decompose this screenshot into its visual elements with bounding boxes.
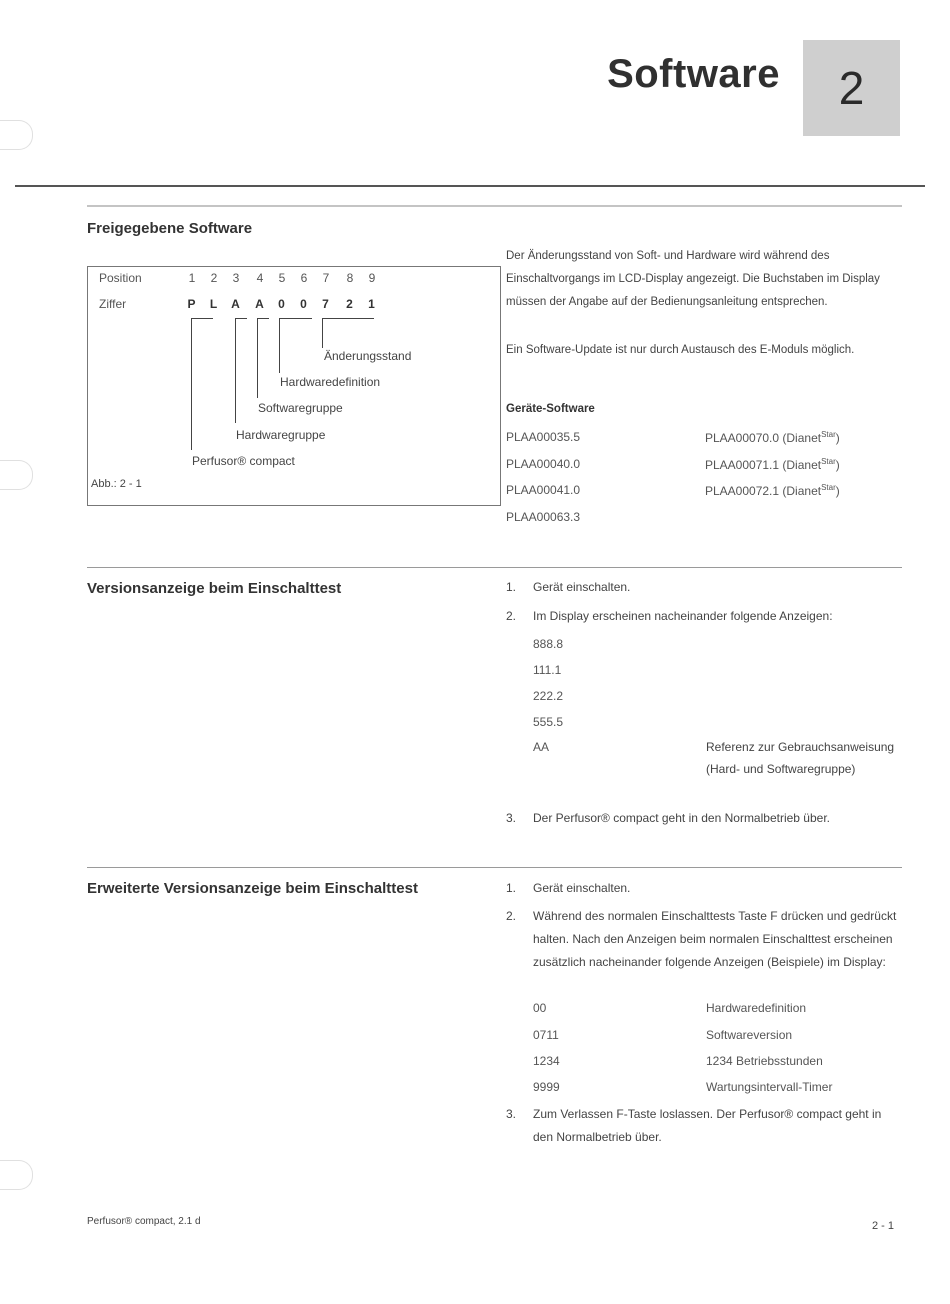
step-text: Gerät einschalten. — [533, 580, 631, 594]
figure-position-label: Position — [99, 271, 142, 285]
display-code: 9999 — [533, 1080, 560, 1094]
section-heading: Freigegebene Software — [87, 220, 253, 237]
software-code-dianet — [705, 483, 840, 498]
step-number: 3. — [506, 811, 517, 825]
section-rule — [87, 205, 902, 207]
display-code: 1234 — [533, 1054, 560, 1068]
closing-paren: ) — [835, 484, 840, 498]
figure-caption: Abb.: 2 - 1 — [91, 478, 142, 490]
paragraph: Ein Software-Update ist nur durch Austausch des E-Moduls möglich. — [506, 344, 855, 356]
bracket-line — [279, 318, 312, 319]
display-value: 111.1 — [533, 663, 562, 677]
chapter-title: Software — [607, 52, 780, 96]
section-heading: Versionsanzeige beim Einschalttest — [87, 580, 342, 597]
display-value: 555.5 — [533, 715, 564, 729]
position-digit: 2 — [210, 271, 218, 285]
footer-product: Perfusor® compact, 2.1 d — [87, 1216, 201, 1227]
display-value: 888.8 — [533, 637, 564, 651]
subheading: Geräte-Software — [506, 403, 595, 415]
software-code: PLAA00063.3 — [506, 510, 581, 524]
binder-hole — [0, 1160, 33, 1190]
bracket-line — [191, 318, 192, 450]
bracket-line — [235, 318, 247, 319]
step-text: Während des normalen Einschalttests Taste F drücken und gedrückt halten. Nach den Anzeigen beim normalen Einschalttest erscheinen zusätzlich nacheinander folgende Anzeigen (Beispiele) im Display: — [533, 909, 897, 969]
software-code: PLAA00035.5 — [506, 430, 581, 444]
step-number: 3. — [506, 1107, 517, 1121]
position-digit: 3 — [232, 271, 240, 285]
section-rule — [87, 867, 902, 868]
code-char: P — [187, 297, 197, 311]
code-char: 1 — [368, 297, 376, 311]
bracket-line — [257, 318, 258, 398]
code-char: 7 — [322, 297, 330, 311]
display-value: 222.2 — [533, 689, 564, 703]
bracket-line — [257, 318, 269, 319]
closing-paren: ) — [835, 431, 840, 445]
software-code-text: PLAA00070.0 (Dianet — [705, 431, 822, 445]
chapter-number: 2 — [838, 62, 865, 114]
display-desc: 1234 Betriebsstunden — [706, 1054, 823, 1068]
superscript: Star — [821, 457, 836, 466]
callout-hardwaregruppe: Hardwaregruppe — [236, 428, 326, 442]
display-code: 00 — [533, 1001, 547, 1015]
section-rule — [87, 567, 902, 568]
display-desc: Softwareversion — [706, 1028, 793, 1042]
step-text: Zum Verlassen F-Taste loslassen. Der Perfusor® compact geht in den Normalbetrieb über. — [533, 1107, 882, 1144]
software-code: PLAA00040.0 — [506, 457, 581, 471]
display-value: AA — [533, 740, 550, 754]
code-char: A — [231, 297, 241, 311]
position-digit: 7 — [322, 271, 330, 285]
header-rule — [15, 185, 925, 187]
callout-hardwaredefinition: Hardwaredefinition — [280, 375, 381, 389]
paragraph: Der Änderungsstand von Soft- und Hardware wird während des Einschaltvorgangs im LCD-Display angezeigt. Die Buchstaben im Display müssen der Angabe auf der Bedienungsanleitung entsprechen. — [506, 250, 880, 308]
position-digit: 4 — [256, 271, 264, 285]
chapter-number-box — [803, 40, 900, 136]
code-char: 0 — [278, 297, 286, 311]
position-digit: 9 — [368, 271, 376, 285]
callout-aenderungsstand: Änderungsstand — [324, 349, 412, 363]
code-char: 0 — [300, 297, 308, 311]
closing-paren: ) — [835, 458, 840, 472]
display-code: 0711 — [533, 1028, 559, 1042]
step-number: 2. — [506, 609, 517, 623]
code-char: A — [255, 297, 265, 311]
code-char: 2 — [346, 297, 354, 311]
software-code-text: PLAA00072.1 (Dianet — [705, 484, 822, 498]
software-code-text: PLAA00071.1 (Dianet — [705, 458, 822, 472]
display-desc: Wartungsintervall-Timer — [706, 1080, 833, 1094]
superscript: Star — [821, 430, 836, 439]
software-code: PLAA00041.0 — [506, 483, 581, 497]
software-code-dianet — [705, 430, 840, 445]
display-desc: Hardwaredefinition — [706, 1001, 807, 1015]
page-number: 2 - 1 — [872, 1220, 895, 1232]
bracket-line — [191, 318, 213, 319]
binder-hole — [0, 120, 33, 150]
binder-hole — [0, 460, 33, 490]
code-char: L — [209, 297, 219, 311]
callout-softwaregruppe: Softwaregruppe — [258, 401, 343, 415]
figure-digit-label: Ziffer — [99, 297, 127, 311]
position-digit: 6 — [300, 271, 308, 285]
bracket-line — [322, 318, 323, 348]
step-text: Im Display erscheinen nacheinander folgende Anzeigen: — [533, 609, 833, 623]
bracket-line — [235, 318, 236, 423]
superscript: Star — [821, 483, 836, 492]
step-number: 2. — [506, 909, 517, 923]
position-digit: 1 — [188, 271, 196, 285]
figure-software-code — [87, 266, 501, 506]
callout-perfusor: Perfusor® compact — [192, 454, 295, 468]
step-number: 1. — [506, 881, 517, 895]
software-code-dianet — [705, 457, 840, 472]
position-digit: 8 — [346, 271, 354, 285]
step-text: Der Perfusor® compact geht in den Normalbetrieb über. — [533, 811, 830, 825]
bracket-line — [279, 318, 280, 373]
position-digit: 5 — [278, 271, 286, 285]
bracket-line — [322, 318, 374, 319]
section-heading: Erweiterte Versionsanzeige beim Einschalttest — [87, 880, 418, 897]
step-number: 1. — [506, 580, 517, 594]
step-text: Gerät einschalten. — [533, 881, 631, 895]
display-note: Referenz zur Gebrauchsanweisung (Hard- und Softwaregruppe) — [706, 740, 895, 776]
